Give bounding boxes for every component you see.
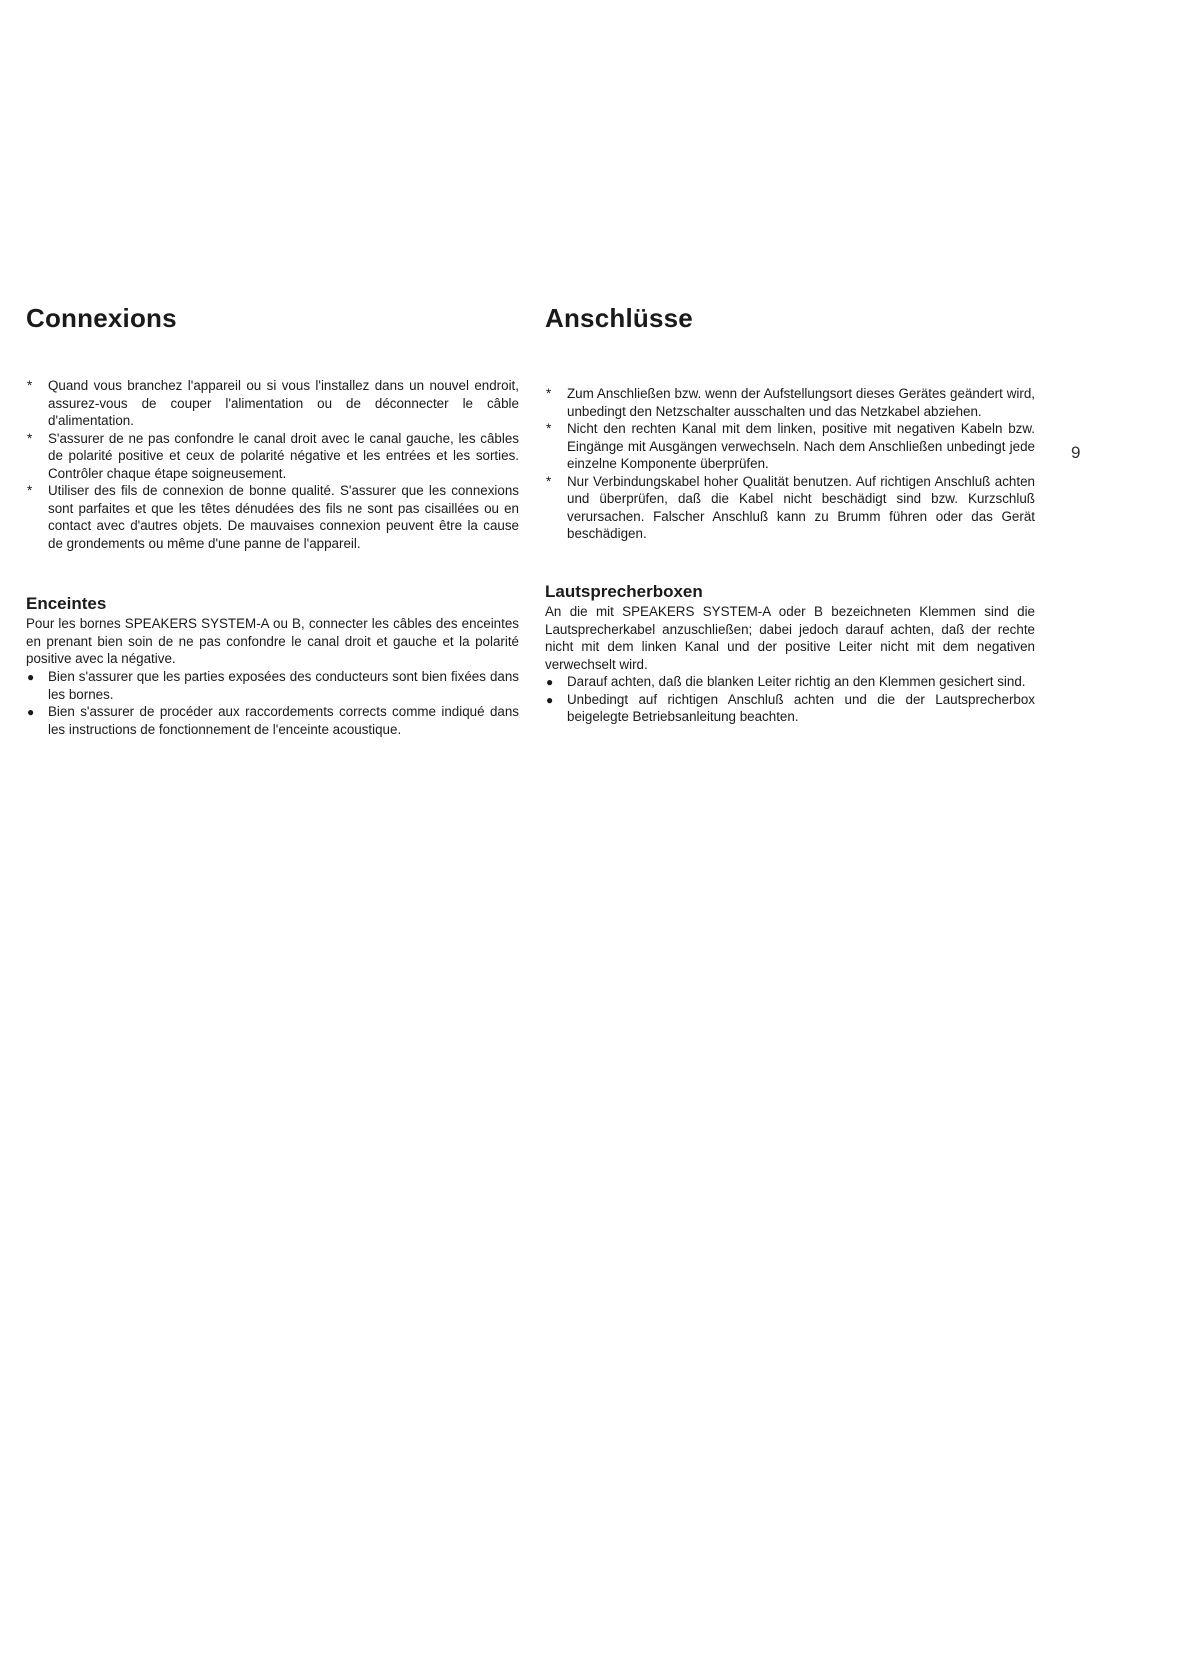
german-bullet: [545, 691, 1035, 726]
bullet-marker: ●: [546, 675, 554, 689]
german-subsection-intro: An die mit SPEAKERS SYSTEM-A oder B bezeichneten Klemmen sind die Lautsprecherkabel anzuschließen; dabei jedoch darauf achten, daß der rechte nicht mit dem linken Kanal und der positive Leiter nicht mit dem negativen verwechselt wird.: [545, 604, 1035, 672]
french-subsection-heading: Enceintes: [26, 594, 107, 613]
french-note: [26, 430, 519, 483]
german-note: [545, 473, 1035, 543]
german-note: [545, 385, 1035, 420]
german-notes-list: [545, 385, 1035, 543]
french-bullet: [26, 668, 519, 703]
bullet-marker: ●: [27, 670, 35, 684]
french-note-text: Quand vous branchez l'appareil ou si vous l'installez dans un nouvel endroit, assurez-vous de couper l'alimentation ou de déconnecter le câble d'alimentation.: [48, 378, 519, 428]
german-note: [545, 420, 1035, 473]
french-note: [26, 482, 519, 552]
asterisk-marker: *: [27, 378, 33, 393]
german-bullet: [545, 673, 1035, 691]
asterisk-marker: *: [27, 430, 33, 446]
french-bullet: [26, 703, 519, 738]
german-subsection-heading: Lautsprecherboxen: [545, 582, 703, 601]
french-bullet-text: Bien s'assurer de procéder aux raccordements corrects comme indiqué dans les instructions de fonctionnement de l'enceinte acoustique.: [48, 704, 519, 737]
page-number: 9: [1071, 443, 1081, 462]
asterisk-marker: *: [546, 473, 552, 489]
asterisk-marker: *: [546, 421, 552, 436]
french-subsection-intro: Pour les bornes SPEAKERS SYSTEM-A ou B, connecter les câbles des enceintes en prenant bien soin de ne pas confondre le canal droit et gauche et la polarité positive avec la négative.: [26, 616, 519, 666]
french-note-text: S'assurer de ne pas confondre le canal droit avec le canal gauche, les câbles de polarité positive et ceux de polarité négative et les entrées et les sorties. Contrôler chaque étape soigneusement.: [48, 430, 519, 481]
french-note: [26, 377, 519, 430]
german-bullet-text: Darauf achten, daß die blanken Leiter richtig an den Klemmen gesichert sind.: [567, 674, 1026, 689]
german-title: Anschlüsse: [545, 303, 693, 333]
german-bullet-text: Unbedingt auf richtigen Anschluß achten und die der Lautsprecherbox beigelegte Betriebsanleitung beachten.: [567, 691, 1035, 724]
bullet-marker: ●: [27, 705, 35, 719]
french-bullet-text: Bien s'assurer que les parties exposées des conducteurs sont bien fixées dans les bornes.: [48, 669, 519, 702]
asterisk-marker: *: [27, 483, 33, 498]
german-bullets-list: [545, 673, 1035, 726]
french-notes-list: [26, 377, 519, 552]
french-note-text: Utiliser des fils de connexion de bonne qualité. S'assurer que les connexions sont parfaites et que les têtes dénudées des fils ne sont pas cisaillées ou en contact avec d'autres objets. De mauvaises connexion peuvent être la cause de grondements ou même d'une panne de l'appareil.: [48, 483, 519, 551]
asterisk-marker: *: [546, 386, 552, 401]
german-note-text: Nicht den rechten Kanal mit dem linken, positive mit negativen Kabeln bzw. Eingänge mit Ausgängen verwechseln. Nach dem Anschließen unbedingt jede einzelne Komponente überprüfen.: [567, 421, 1035, 471]
french-bullets-list: [26, 668, 519, 738]
german-note-text: Zum Anschließen bzw. wenn der Aufstellungsort dieses Gerätes geändert wird, unbedingt den Netzschalter ausschalten und das Netzkabel abziehen.: [567, 386, 1035, 419]
bullet-marker: ●: [546, 692, 554, 707]
french-title: Connexions: [26, 303, 177, 333]
german-note-text: Nur Verbindungskabel hoher Qualität benutzen. Auf richtigen Anschluß achten und überprüfen, daß die Kabel nicht beschädigt sind bzw. Kurzschluß verursachen. Falscher Anschluß kann zu Brumm führen oder das Gerät beschädigen.: [567, 473, 1035, 541]
